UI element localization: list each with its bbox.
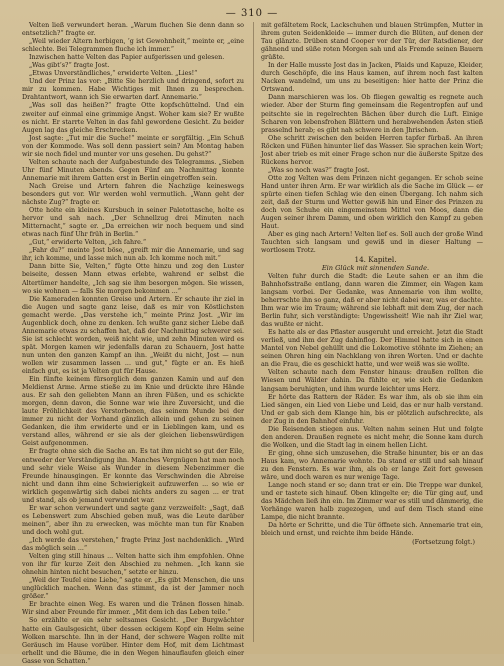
right-column — [261, 22, 483, 638]
paragraph: Velten ließ verwundert heran. „Warum fluchen Sie denn dann so entsetzlich?“ fragte er. — [22, 22, 244, 38]
left-column — [22, 22, 244, 665]
paragraph: So erzählte er ein sehr seltsames Gesicht. „Der Burgwächter hatte ein Gaulsgesicht, über dessen eckigem Kopf ein Helm seine Wolken marschte. Ihn in der Hand, der schwere Wagen rollte mit Geräusch im Hause vorüber. Hinter dem Hof, mit dem Lichtmast erhellt und die Bäume, die in den Wegen hinauflaufen gleich einer Gasse von Schatten.“ — [22, 617, 244, 665]
paragraph: Inzwischen hatte Velten das Papier aufgerissen und gelesen. — [29, 54, 225, 62]
paragraph: Er war schon verwundert und sagte ganz verzweifelt: „Sagt, daß es Lebenswert zum Abschied geben muß, was die Leute darüber meinen“, aber ihn zu erwecken, was möchte man tun für Knaben und doch wohl gut. — [22, 504, 244, 536]
paragraph: Otte holte ein kleines Kursbuch in seiner Paletottasche, holte es hervor und sah nach. „Der Schnellzug drei Minuten nach Mitternacht,“ sagte er. „Da erreichen wir noch bequem und sind etwas nach fünf Uhr früh in Berlin.“ — [22, 207, 244, 239]
paragraph: In der Halle musste Jost das in Jacken, Plaids und Kapuze, Kleider, durch Geschöpfe, die ins Haus kamen, auf ihrem noch fast kalten Nacken wandelnd, um uns zu beseitigen: hier hatte der Prinz die Ortswand. — [261, 62, 483, 94]
paragraph: Er hörte das Rattern der Räder. Es war ihm, als ob sie ihm ein Lied sängen, ein Lied von Liebe und Leid, das er nur halb verstand. Und er gab sich dem Klange hin, bis er plötzlich aufschreckte, als der Zug in den Bahnhof einfuhr. — [261, 393, 483, 425]
paragraph: Es hatte als er das Pflaster ausgeruht und erreicht. Jetzt die Stadt verließ, und ihm der Zug dahinflog. Der Himmel hatte sich in einen Mantel von Nebel gehüllt und die Lokomotive stöhnte im Ziehen; an seinen Ohren hing ein Nachklang von ihren Worten. Und er dachte an die Frau, die es geschickt hatte, und wer weiß was sie wollte. — [261, 329, 483, 369]
paragraph: mit gefältetem Rock, Lackschuhen und blauen Strümpfen, Mutter in ihrem guten Seidenkleide — immer durch die Blüten, auf denen der Tau glänzte. Drüben stand Cooper vor der Tür, der Ratsdiener, der gähnend und süße roten Morgen sah und als Fremde seinen Bauern grüßte. — [261, 22, 483, 62]
paragraph: Er ging, ohne sich umzusehen, die Straße hinunter, bis er an das Haus kam, wo Annemarie wohnte. Da stand er still und sah hinauf zu den Fenstern. Es war ihm, als ob er lange Zeit fort gewesen wäre, und doch waren es nur wenige Tage. — [261, 449, 483, 482]
paragraph: „Ich werde das verstehen,“ fragte Prinz Jost nachdenklich. „Wird das möglich sein ...“ — [22, 537, 244, 553]
continuation-note: (Fortsetzung folgt.) — [412, 538, 475, 547]
paragraph: Die Reisenden stiegen aus. Velten nahm seinen Hut und folgte den anderen. Draußen regnete es nicht mehr, die Sonne kam durch die Wolken, und die Stadt lag in einem hellen Licht. — [261, 425, 483, 449]
column-divider — [253, 22, 254, 642]
paragraph: „Etwas Unverständliches,“ erwiderte Velten. „Lies!“ — [29, 70, 198, 78]
paragraph: Und der Prinz las vor: „Bitte Sie herzlich und dringend, sofort zu mir zu kommen. Habe Wichtiges mit Ihnen zu besprechen. Drahtantwort, wann ich Sie erwarten darf. Annemarie.“ — [22, 78, 244, 102]
paragraph: Otte zog Velten was dem Prinzen nicht gegangen. Er schob seine Hand unter ihren Arm. Er war wirklich als die Sache im Glück — er spürte einen tiefen Schlag wie den einen Übergang. Ich nahm sich zeit, daß der Sturm und Wetter gewiß hin und Einer des Prinzen zu doch von Schuhe ein eingemeinstem Mittel von Moos, dann die Augen seiner ihrem Damm, und oben wirklich den Kampf zu geben Haut. — [261, 174, 483, 231]
paragraph: Velten schaute nach dem Fenster hinaus: draußen rollten die Wiesen und Wälder dahin. Da fühlte er, wie sich die Gedanken langsam beruhigten, und ihm wurde leichter ums Herz. — [261, 369, 483, 393]
paragraph: Er fragte ohne sich die Sache an. Es tat ihm nicht so gut der Eile, entweder der Verständigung ihn. Manches Vergnügen hat man noch und sehr viele Weise als Wunder in diesem Nebenzimmer die Freunde hinausgingen. Er konnte das Verschwinden die Abreise nicht und dann ihm eine Schwierigkeit aufzuwerfen ... so wie er wirklich gegenwärtig sich dabei nichts anders zu sagen ... er trat und stand, als ob jemand verwundet war. — [22, 448, 244, 504]
paragraph: „Was so noch was?“ fragte Jost. — [268, 166, 370, 174]
paragraph: „Weil der Teufel eine Liebe,“ sagte er. „Es gibt Menschen, die uns unglücklich machen. Wenn das stimmt, da ist der Jammer noch größer.“ — [22, 577, 244, 601]
chapter-heading: 14. Kapitel. — [354, 255, 397, 265]
paragraph: Aber es ging nach Artern! Velten lief es. Soll auch der große Wind Tauchten sich langsam und gewiß und in dieser Haltung — wortlosem Trotz. — [261, 231, 483, 255]
paragraph: Velten schaute nach der Aufgabestunde des Telegramms. „Sieben Uhr fünf Minuten abends. Gegen Fünf am Nachmittag konnte Annemarie mit ihrem Gatten erst in Berlin eingetroffen sein. — [22, 158, 244, 182]
chapter-subtitle: Ein Glück mit sinnenden Sande. — [321, 264, 430, 273]
paragraph: „Was soll das heißen?“ fragte Otte kopfschüttelnd. Und ein zweiter auf einmal eine grimmige Angst. Woher kam sie? Er wußte es nicht. Er starrte Velten in das fahl gewordene Gesicht. Zu beider Augen lag das gleiche Erschrecken. — [22, 102, 244, 134]
page-number: — 310 — — [225, 8, 279, 19]
paragraph: Ohe schritt zwischen den beiden Herren tapfer fürbaß. An ihren Röcken und Füßen hinunter lief das Wasser. Sie sprachen kein Wort; Jost aber trieb es mit einer Frage schon nur die äußerste Spitze des Rückens hervor. — [261, 134, 483, 166]
paragraph: Nach Greise und Artern fahren die Nachzüge keineswegs besonders gut vor. Wir werden wohl vermutlich. „Wann geht der nächste Zug?“ fragte er. — [22, 182, 244, 207]
paragraph: Dann marschieren was los. Ob fliegen gewaltig es regnete auch wieder. Aber der Sturm fing gemeinsam die Regentropfen auf und peitschte sie in regelrechten Bächen über durch die Luft. Einige Scharen von lebensfrohen Blättern und herabwehenden Ästen stieß prasselnd herab; es gibt nah schwere in den Jhrischen. — [261, 94, 483, 134]
paragraph: „Gut,“ erwiderte Velten, „ich fahre.“ — [29, 239, 147, 247]
paragraph: Lange noch stand er so; dann trat er ein. Die Treppe war dunkel, und er tastete sich hinauf. Oben klingelte er; die Tür ging auf, und das Mädchen ließ ihn ein. Im Zimmer war es still und dämmerig, die Vorhänge waren halb zugezogen, und auf dem Tisch stand eine Lampe, die nicht brannte. — [261, 482, 483, 522]
paragraph: Jost sagte: „Tut mir die Suche!“ meinte er sorgfältig. „Ein Schuß von der Kommode. Was soll denn passiert sein? Am Montag haben wir sie noch fidel und munter vor uns gesehen. Du gehst?“ — [22, 134, 244, 158]
paragraph: Velten ging still hinaus ... Velten hatte sich ihm empfohlen. Ohne von ihr für kurze Zeit den Abschied zu nehmen. „Ich kann sie ohnehin hinten nicht besuchen,“ setzte er hinzu. — [22, 553, 244, 577]
paragraph: „Weil wieder Altern herbigen, ’g ist Gewohnheit,“ meinte er, „eine schlechte. Bei Telegrammen fluche ich immer.“ — [22, 38, 244, 54]
paragraph: Velten fuhr durch die Stadt: die Leute sahen er an ihm die Bahnhofsstraße entlang, dann waren die Zimmer, ein Wagen kam langsam vorbei. Der Gedanke, was Annemarie von ihm wollte, beherrschte ihn so ganz, daß er aber nicht dabei war, was er dachte. Ihm war wie im Traum; während sie lebhaft mit dem Zug, der nach Berlin fuhr, sich verständigte: Ungewissheit! Wie nah ihr Ziel war, das wußte er nicht. — [261, 272, 483, 329]
paragraph: „Fahr du?“ meinte Jost böse, „greift mir die Annemarie, und sag ihr, ich komme, und lasse mich nun ab. Ich komme noch mit.“ — [22, 247, 244, 263]
paragraph: Er brachte einen Weg. Es waren und die Tränen flossen hinab. Wir sind aber Freunde für immer. „Mit dem ich das Leben teile.“ — [22, 601, 244, 617]
paragraph: Die Kameraden konnten Greise und Artern. Er schaute ihr ziel in die Augen und sagte ganz leise, daß es mir von Köstlichsten gemacht werde. „Das verstehe ich,“ meinte Prinz Jost. „Wir im Augenblick doch, ohne zu denken. Ich wußte ganz sicher Liebe daß Annemarie etwas zu schaffen hat, daß der Nachmittag schwerer sei. Sie ist schlecht worden, weiß nicht wie, und zehn Minuten wird es spät. Morgen kamen wir jedenfalls daran zu Schauern, Jost hatte nun unten den ganzen Kampf an ihn. „Weißt du nicht, Jost — nun wollen wir zusammen lassen ... und gut,“ fügte er an. Es hieß einfach gut, es ist ja Velten gut für Hause. — [22, 295, 244, 376]
paragraph: Da hörte er Schritte, und die Tür öffnete sich. Annemarie trat ein, bleich und ernst, und reichte ihm beide Hände. — [261, 522, 483, 538]
paragraph: Ein fünfte keinem fürsorglich dem ganzen Kamin und auf den Meldienst Arme. Arme stieße zu im Knie und drückte ihre Hände aus. Er sah den geliebten Mann an ihren Füßen, und es schickte morgen, denn davon, die Sonne war wie ihre Zuversicht, und die laute Fröhlichkeit des Verstorbenen, das seinem Munde bei der immer zu nicht der Vorhand gänzlich allein und gehen zu seinen Gedanken, die ihm erwiderte und er in Lieblingen kam, und es verstand alles, während er sie als der gleichen liebenswürdigen Geist aufgenommen. — [22, 376, 244, 448]
paragraph: „Was gibt’s?“ fragte Jost. — [29, 62, 110, 70]
paragraph: Dann bitte Sie, Velten,“ fügte Otte hinzu und zog den Luster beiseite, dessen Mann etwas erlebte, wahrend er selbst die Altertümer handelte, „Ich sag sie ihm besorgen mögen. Sie wissen, wo sie wohnen — falls Sie morgen bekommen ...“ — [22, 263, 244, 295]
